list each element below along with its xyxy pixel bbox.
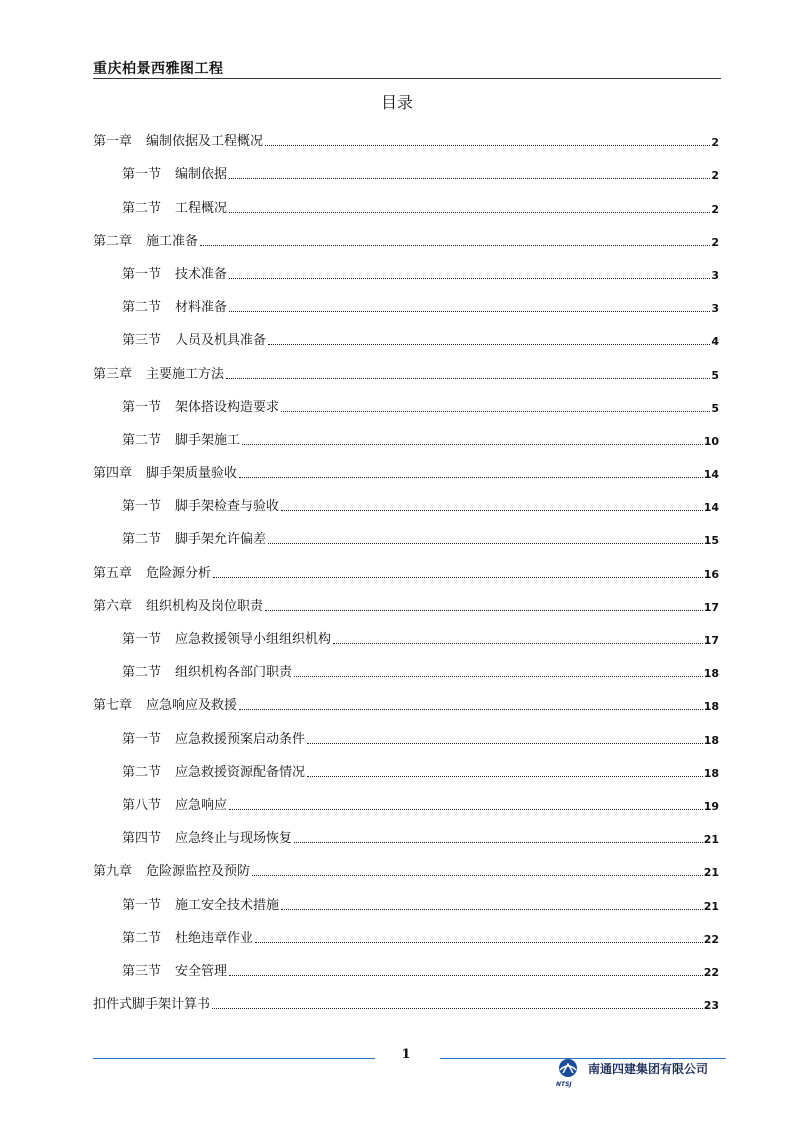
toc-dot-leader [294,842,703,843]
toc-entry-title: 危险源分析 [146,565,212,581]
toc-entry-page: 2 [711,202,719,216]
toc-entry-title: 组织机构各部门职责 [175,665,293,681]
toc-entry[interactable] [93,655,719,688]
toc-entry[interactable] [93,821,719,854]
toc-entry-number: 第一节 [122,731,162,747]
toc-entry[interactable] [93,721,719,754]
toc-entry-number: 第一章 [93,134,133,150]
toc-entry[interactable] [93,124,719,157]
toc-entry-page: 2 [711,235,719,249]
toc-entry-title: 施工准备 [146,233,199,249]
toc-entry-number: 第二节 [122,930,162,946]
toc-title: 目录 [380,93,413,112]
toc-entry-number: 第一节 [122,399,162,415]
toc-entry-page: 22 [703,932,719,946]
toc-entry-page: 23 [703,999,719,1013]
toc-entry-number: 第二节 [122,300,162,316]
toc-entry[interactable] [93,423,719,456]
toc-entry[interactable] [93,323,719,356]
toc-entry-page: 14 [703,468,719,482]
toc-dot-leader [229,278,710,279]
toc-entry[interactable] [93,987,719,1020]
toc-entry-page: 4 [711,335,719,349]
toc-entry-title: 应急救援资源配备情况 [175,764,306,780]
toc-entry-page: 15 [703,534,719,548]
toc-entry-page: 2 [711,169,719,183]
toc-dot-leader [229,809,703,810]
toc-entry-title: 架体搭设构造要求 [175,399,280,415]
toc-entry-title: 应急终止与现场恢复 [175,831,293,847]
toc-dot-leader [265,145,710,146]
toc-entry-page: 19 [703,799,719,813]
company-logo-text: NTSJ [556,1081,572,1088]
toc-entry-title: 材料准备 [175,300,228,316]
toc-dot-leader [229,975,703,976]
toc-dot-leader [212,1008,703,1009]
toc-dot-leader [255,942,703,943]
toc-entry-number: 第一节 [122,499,162,515]
toc-entry[interactable] [93,622,719,655]
toc-entry-page: 16 [703,567,719,581]
toc-entry-page: 18 [703,667,719,681]
toc-dot-leader [229,212,710,213]
toc-entry[interactable] [93,257,719,290]
document-header-title: 重庆柏景西雅图工程 [93,61,224,77]
toc-entry-title: 编制依据及工程概况 [146,134,264,150]
toc-dot-leader [281,909,703,910]
toc-entry-title: 应急救援领导小组组织机构 [175,632,332,647]
toc-entry[interactable] [93,190,719,223]
toc-entry-page: 18 [703,700,719,714]
toc-entry[interactable] [93,356,719,389]
toc-entry-page: 22 [703,965,719,979]
toc-dot-leader [242,444,703,445]
toc-dot-leader [294,676,703,677]
toc-entry-page: 14 [703,501,719,515]
toc-entry[interactable] [93,522,719,555]
toc-entry-title: 技术准备 [175,266,228,282]
toc-entry[interactable] [93,456,719,489]
footer-divider-right [440,1058,726,1059]
toc-entry-number: 第三节 [122,333,162,349]
toc-dot-leader [333,643,703,644]
toc-entry-page: 3 [711,302,719,316]
toc-entry[interactable] [93,157,719,190]
toc-entry-title: 人员及机具准备 [175,333,267,349]
toc-dot-leader [265,610,703,611]
toc-dot-leader [226,378,710,379]
toc-entry-number: 第七章 [93,698,133,714]
toc-dot-leader [229,178,710,179]
toc-entry[interactable] [93,688,719,721]
toc-entry-number: 第三章 [93,366,133,382]
toc-entry-title: 工程概况 [175,200,228,216]
toc-entry-page: 5 [711,401,719,415]
toc-entry-number: 第一节 [122,632,162,647]
toc-entry-page: 21 [703,866,719,880]
toc-entry[interactable] [93,788,719,821]
toc-entry[interactable] [93,489,719,522]
footer-page-number: 1 [401,1047,411,1062]
toc-dot-leader [213,577,703,578]
toc-entry[interactable] [93,755,719,788]
toc-entry-page: 21 [703,899,719,913]
toc-entry[interactable] [93,555,719,588]
header-divider [93,78,721,79]
toc-entry[interactable] [93,589,719,622]
toc-dot-leader [239,477,703,478]
toc-entry-title: 危险源监控及预防 [146,864,251,880]
toc-entry-title: 安全管理 [175,963,228,979]
toc-entry-title: 应急救援预案启动条件 [175,731,306,747]
toc-entry-number: 第二章 [93,233,133,249]
toc-entry-number: 第一节 [122,897,162,913]
toc-entry-title: 应急响应 [175,797,228,813]
toc-entry-number: 第三节 [122,963,162,979]
toc-dot-leader [229,311,710,312]
toc-entry-number: 第一节 [122,167,162,183]
toc-entry-number: 第四节 [122,831,162,847]
toc-entry-number: 第二节 [122,532,162,548]
toc-entry-page: 17 [703,600,719,614]
toc-entry-page: 2 [711,136,719,150]
toc-entry-title: 编制依据 [175,167,228,183]
toc-entry-title: 应急响应及救援 [146,698,238,714]
toc-entry-page: 21 [703,833,719,847]
toc-dot-leader [252,875,703,876]
toc-dot-leader [281,510,703,511]
toc-entry-title: 组织机构及岗位职责 [146,598,264,614]
toc-entry[interactable] [93,954,719,987]
toc-entry-page: 5 [711,368,719,382]
toc-entry-title: 主要施工方法 [146,366,225,382]
toc-entry-number: 第二节 [122,665,162,681]
toc-dot-leader [307,776,703,777]
toc-entry-number: 第六章 [93,598,133,614]
toc-entry-number: 第九章 [93,864,133,880]
toc-entry-title: 施工安全技术措施 [175,897,280,913]
toc-entry-title: 脚手架施工 [175,432,241,448]
toc-dot-leader [268,543,703,544]
toc-entry-number: 第五章 [93,565,133,581]
toc-entry-number: 第二节 [122,200,162,216]
toc-entry-title: 杜绝违章作业 [175,930,254,946]
footer-company-name: 南通四建集团有限公司 [588,1062,709,1076]
toc-dot-leader [239,709,703,710]
toc-dot-leader [200,245,710,246]
toc-entry-page: 3 [711,268,719,282]
toc-entry-title: 扣件式脚手架计算书 [93,997,211,1013]
toc-entry[interactable] [93,854,719,887]
toc-entry-page: 10 [703,434,719,448]
toc-entry-title: 脚手架允许偏差 [175,532,267,548]
toc-entry[interactable] [93,921,719,954]
footer-divider-left [93,1058,375,1059]
toc-entry-number: 第二节 [122,764,162,780]
toc-entry[interactable] [93,224,719,257]
toc-entry-page: 18 [703,766,719,780]
toc-entry-number: 第二节 [122,432,162,448]
toc-entry[interactable] [93,390,719,423]
toc-entry-title: 脚手架质量验收 [146,466,238,482]
toc-entry-number: 第四章 [93,466,133,482]
toc-entry-number: 第一节 [122,266,162,282]
toc-dot-leader [268,344,710,345]
toc-entry[interactable] [93,887,719,920]
toc-entry-page: 17 [703,634,719,647]
toc-entry-title: 脚手架检查与验收 [175,499,280,515]
toc-entry-page: 18 [703,733,719,747]
toc-dot-leader [281,411,710,412]
toc-entry-number: 第八节 [122,797,162,813]
toc-dot-leader [307,743,703,744]
toc-entry[interactable] [93,290,719,323]
table-of-contents [93,124,719,1020]
